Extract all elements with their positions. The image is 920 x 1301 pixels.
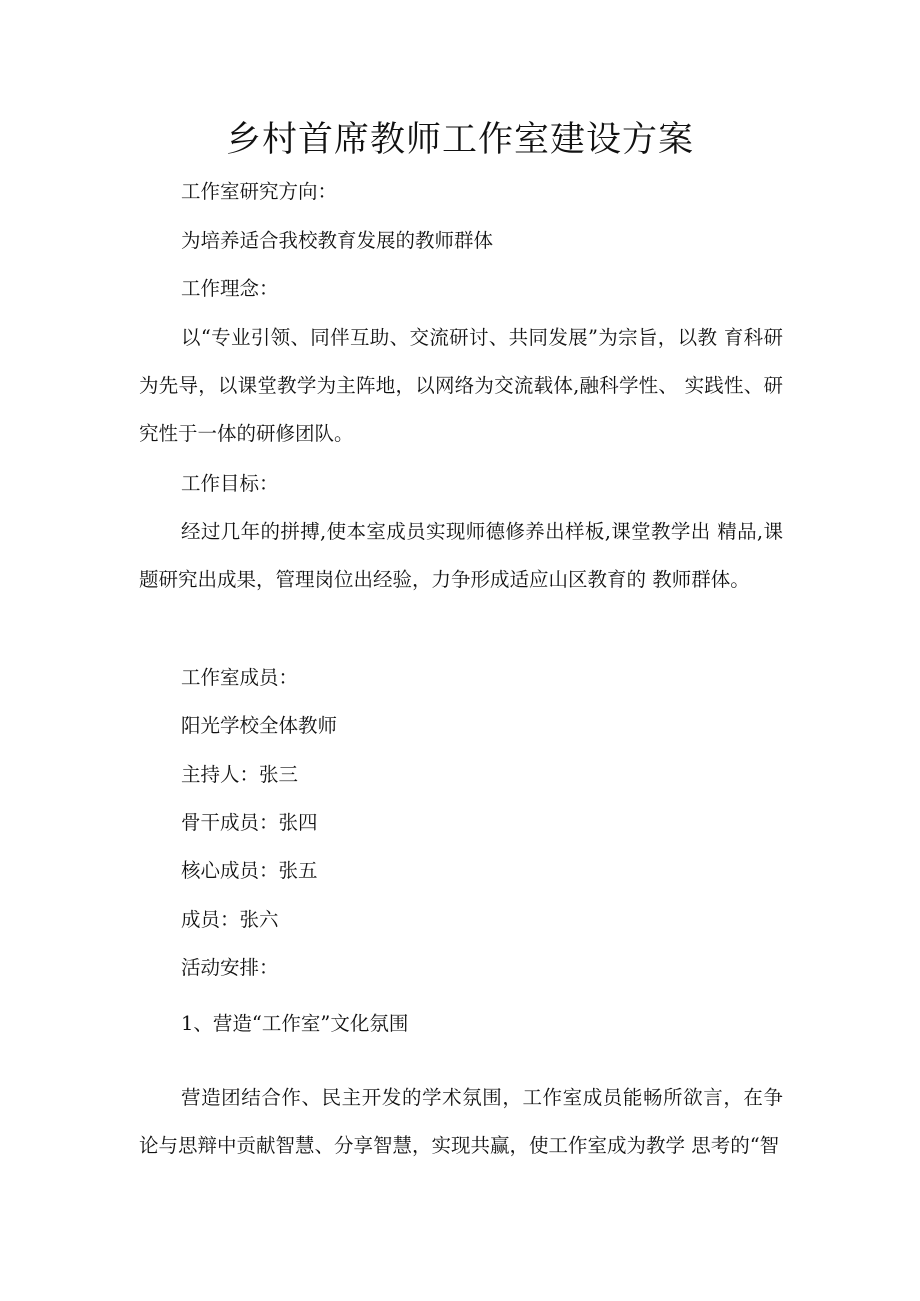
activity-1-heading: 1、营造“工作室”文化氛围 xyxy=(181,1012,409,1035)
members-heading: 工作室成员： xyxy=(181,666,299,689)
members-all: 阳光学校全体教师 xyxy=(181,714,338,737)
members-core: 核心成员：张五 xyxy=(181,859,318,882)
activity-1-paragraph: 营造团结合作、民主开发的学术氛围，工作室成员能畅所欲言，在争论与思辩中贡献智慧、分享智慧，实现共赢，使工作室成为教学 思考的“智 xyxy=(139,1086,783,1157)
members-backbone: 骨干成员：张四 xyxy=(181,811,318,834)
activities-heading: 活动安排： xyxy=(181,956,279,979)
goal-paragraph: 经过几年的拼搏,使本室成员实现师德修养出样板,课堂教学出 精品,课题研究出成果，管理岗位出经验，力争形成适应山区教育的 教师群体。 xyxy=(139,520,783,591)
research-direction-heading: 工作室研究方向： xyxy=(181,180,338,203)
research-direction-text: 为培养适合我校教育发展的教师群体 xyxy=(181,229,494,252)
members-member: 成员：张六 xyxy=(181,908,279,931)
goal-heading: 工作目标： xyxy=(181,472,279,495)
concept-paragraph: 以“专业引领、同伴互助、交流研讨、共同发展”为宗旨，以教 育科研为先导，以课堂教学为主阵地，以网络为交流载体,融科学性、 实践性、研究性于一体的研修团队。 xyxy=(139,326,783,445)
document-title: 乡村首席教师工作室建设方案 xyxy=(225,120,694,160)
members-host: 主持人：张三 xyxy=(181,763,299,786)
concept-heading: 工作理念： xyxy=(181,277,279,300)
